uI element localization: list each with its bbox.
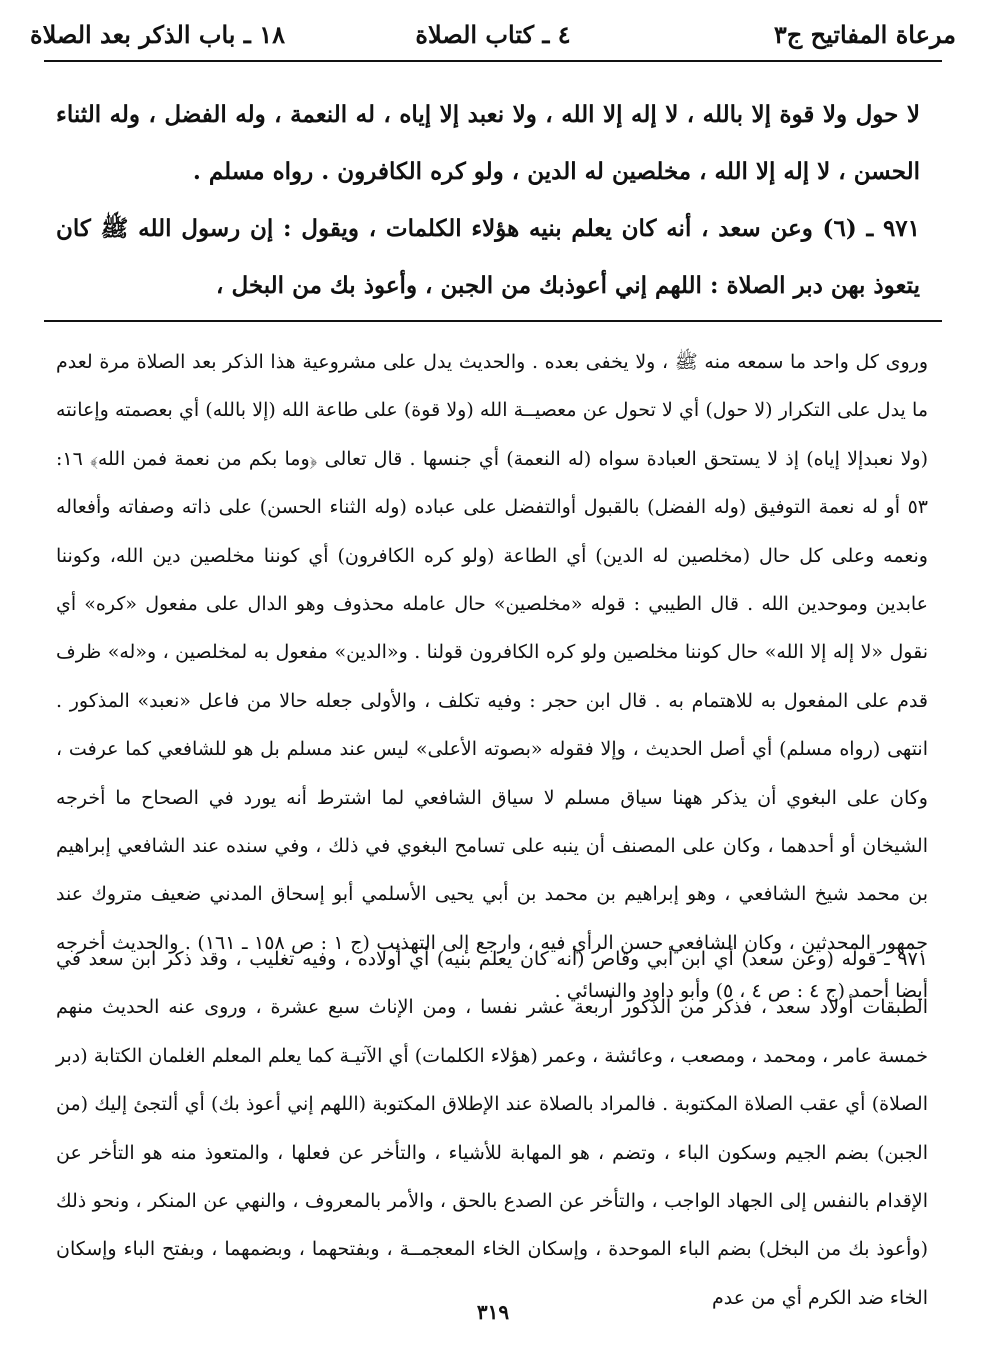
header-chapter: ٤ ـ كتاب الصلاة — [415, 20, 571, 49]
commentary-paragraph-2: ٩٧١ ـ قوله (وعن سعد) أي ابن أبي وقاص (أنه كان يعلم بنيه) أي أولاده ، وفيه تغليب ، وقد ذكر ابن سعد في الطبقات أولاد سعد ، فذكر من الذكور أربعة عشر نفسا ، ومن الإناث سبع عشرة ، وروى عنه الحديث منهم خمسة عامر ، ومحمد ، ومصعب ، وعائشة ، وعمر (هؤلاء الكلمات) أي الآتيـة كما يعلم المعلم الغلمان الكتابة (دبر الصلاة) أي عقب الصلاة المكتوبة . فالمراد بالصلاة عند الإطلاق المكتوبة (اللهم إني أعوذ بك) أي ألتجئ إليك (من الجبن) بضم الجيم وسكون الباء ، وتضم ، هو المهابة للأشياء ، والتأخر عن فعلها ، والمتعوذ منه هو التأخر عن الإقدام بالنفس إلى الجهاد الواجب ، والتأخر عن الصدع بالحق ، والأمر بالمعروف ، والنهي عن المنكر ، ونحو ذلك (وأعوذ بك من البخل) بضم الباء الموحدة ، وإسكان الخاء المعجمــة ، وبفتحهما ، وبضمهما ، وبفتح الباء وإسكان الخاء ضد الكرم أي من عدم — [56, 948, 928, 1309]
header-section: ١٨ ـ باب الذكر بعد الصلاة — [30, 20, 285, 49]
header-rule — [44, 60, 942, 62]
section-divider — [44, 320, 942, 322]
commentary-paragraph-1: وروى كل واحد ما سمعه منه ﷺ ، ولا يخفى بعده . والحديث يدل على مشروعية هذا الذكر بعد الصلاة مرة لعدم ما يدل على التكرار (لا حول) أي لا تحول عن معصيــة الله (ولا قوة) على طاعة الله (إلا بالله) أي بعصمته وإعانته (ولا نعبدإلا إياه) إذ لا يستحق العبادة سواه (له النعمة) أي جنسها . قال تعالى ﴿وما بكم من نعمة فمن الله﴾ ١٦: ٥٣ أو له نعمة التوفيق (وله الفضل) بالقبول أوالتفضل على عباده (وله الثناء الحسن) على ذاته وصفاته وأفعاله ونعمه وعلى كل حال (مخلصين له الدين) أي الطاعة (ولو كره الكافرون) أي كوننا مخلصين دين الله، وكوننا عابدين وموحدين الله . قال الطيبي : قوله «مخلصين» حال عامله محذوف وهو الدال على مفعول «كره» أي نقول «لا إله إلا الله» حال كوننا مخلصين ولو كره الكافرون قولنا . و«الدين» مفعول به لمخلصين ، و«له» ظرف قدم على المفعول به للاهتمام به . قال ابن حجر : وفيه تكلف ، والأولى جعله حالا من فاعل «نعبد» المذكور . انتهى (رواه مسلم) أي أصل الحديث ، وإلا فقوله «بصوته الأعلى» ليس عند مسلم بل هو للشافعي كما عرفت ، وكان على البغوي أن يذكر ههنا سياق مسلم لا سياق الشافعي لما اشترط أنه يورد في الصحاح ما أخرجه الشيخان أو أحدهما ، وكان على المصنف أن ينبه على تسامح البغوي في ذلك ، وفي سنده عند الشافعي إبراهيم بن محمد شيخ الشافعي ، وهو إبراهيم بن محمد بن أبي يحيى الأسلمي أبو إسحاق المدني ضعيف متروك عند جمهور المحدثين ، وكان الشافعي حسن الرأي فيه ، وارجع إلى التهذيب (ج ١ : ص ١٥٨ ـ ١٦١) . والحديث أخرجه أيضا أحمد (ج ٤ : ص ٤ ، ٥) وأبو داود والنسائي . — [56, 351, 929, 1003]
running-header — [30, 14, 956, 58]
hadith-text — [56, 86, 920, 314]
hadith-paragraph-1: لا حول ولا قوة إلا بالله ، لا إله إلا الله ، ولا نعبد إلا إياه ، له النعمة ، وله الفضل ، وله الثناء الحسن ، لا إله إلا الله ، مخلصين له الدين ، ولو كره الكافرون . رواه مسلم . — [56, 101, 920, 185]
hadith-paragraph-2: ٩٧١ ـ (٦) وعن سعد ، أنه كان يعلم بنيه هؤلاء الكلمات ، ويقول : إن رسول الله ﷺ كان يتعوذ بهن دبر الصلاة : اللهم إني أعوذبك من الجبن ، وأعوذ بك من البخل ، — [56, 215, 921, 299]
page-number: ٣١٩ — [476, 1300, 510, 1324]
header-book-title: مرعاة المفاتيح ج٣ — [773, 20, 956, 49]
